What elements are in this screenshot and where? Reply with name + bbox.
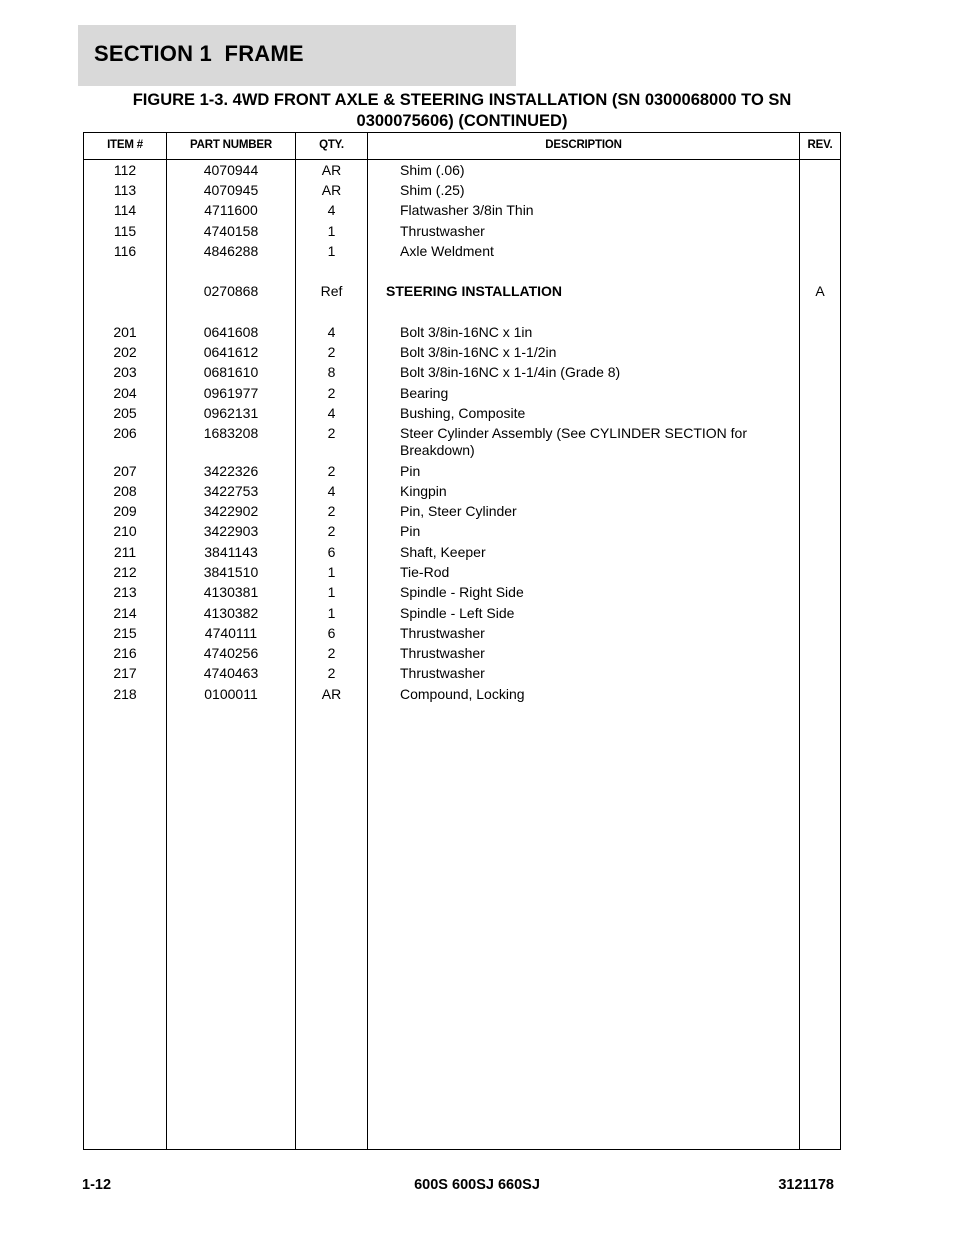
cell-qty: 2 bbox=[327, 503, 336, 519]
cell-qty: 2 bbox=[327, 645, 336, 661]
cell-qty: 6 bbox=[327, 544, 336, 560]
cell-desc: Pin bbox=[400, 463, 421, 479]
cell-item: 210 bbox=[113, 523, 137, 539]
cell-desc: Bushing, Composite bbox=[400, 405, 526, 421]
cell-part: 4740463 bbox=[203, 665, 259, 681]
cell-desc: Bearing bbox=[400, 385, 449, 401]
cell-item: 208 bbox=[113, 483, 137, 499]
cell-desc: Bolt 3/8in-16NC x 1-1/4in (Grade 8) bbox=[400, 364, 621, 380]
cell-desc: Spindle - Left Side bbox=[400, 605, 515, 621]
cell-item: 202 bbox=[113, 344, 137, 360]
cell-part: 0641608 bbox=[203, 324, 259, 340]
cell-desc: Shaft, Keeper bbox=[400, 544, 486, 560]
cell-part: 3422326 bbox=[203, 463, 259, 479]
cell-item: 204 bbox=[113, 385, 137, 401]
cell-qty: 2 bbox=[327, 463, 336, 479]
cell-part: 4070944 bbox=[203, 162, 259, 178]
header-divider bbox=[84, 159, 840, 160]
cell-item: 209 bbox=[113, 503, 137, 519]
cell-part: 4130381 bbox=[203, 584, 259, 600]
cell-qty: 8 bbox=[327, 364, 336, 380]
column-divider bbox=[367, 133, 368, 1149]
cell-part: 4846288 bbox=[203, 243, 259, 259]
cell-qty: 2 bbox=[327, 665, 336, 681]
header-part-number: PART NUMBER bbox=[190, 139, 272, 151]
header-rev: REV. bbox=[807, 139, 833, 151]
cell-item: 116 bbox=[113, 243, 137, 259]
cell-part: 3422753 bbox=[203, 483, 259, 499]
cell-item: 218 bbox=[113, 686, 137, 702]
cell-qty: 4 bbox=[327, 324, 336, 340]
cell-part: 1683208 bbox=[203, 425, 259, 441]
cell-qty: AR bbox=[321, 182, 342, 198]
cell-part: 4740158 bbox=[203, 223, 259, 239]
parts-table bbox=[83, 132, 841, 1150]
cell-item: 205 bbox=[113, 405, 137, 421]
cell-item: 212 bbox=[113, 564, 137, 580]
cell-qty: 1 bbox=[327, 605, 336, 621]
cell-qty: 2 bbox=[327, 344, 336, 360]
header-qty: QTY. bbox=[319, 139, 344, 151]
cell-qty: 1 bbox=[327, 243, 336, 259]
cell-desc: Pin, Steer Cylinder bbox=[400, 503, 517, 519]
cell-desc: Compound, Locking bbox=[400, 686, 525, 702]
cell-item: 114 bbox=[113, 202, 137, 218]
model-names: 600S 600SJ 660SJ bbox=[414, 1177, 540, 1193]
cell-item: 201 bbox=[113, 324, 137, 340]
page-number: 1-12 bbox=[82, 1177, 112, 1193]
cell-qty: AR bbox=[321, 162, 342, 178]
cell-desc: Bolt 3/8in-16NC x 1in bbox=[400, 324, 533, 340]
cell-desc: Thrustwasher bbox=[400, 223, 485, 239]
cell-item: 213 bbox=[113, 584, 137, 600]
cell-part: 0961977 bbox=[203, 385, 259, 401]
cell-qty: 4 bbox=[327, 483, 336, 499]
cell-part: 0641612 bbox=[203, 344, 259, 360]
cell-desc: Spindle - Right Side bbox=[400, 584, 524, 600]
header-item: ITEM # bbox=[107, 139, 143, 151]
cell-part: 4740256 bbox=[203, 645, 259, 661]
cell-desc: Thrustwasher bbox=[400, 665, 485, 681]
cell-desc: Thrustwasher bbox=[400, 645, 485, 661]
cell-desc: Flatwasher 3/8in Thin bbox=[400, 202, 534, 218]
cell-part: 0270868 bbox=[203, 283, 259, 299]
cell-item: 215 bbox=[113, 625, 137, 641]
cell-qty: 2 bbox=[327, 385, 336, 401]
cell-qty: 4 bbox=[327, 202, 336, 218]
cell-desc: STEERING INSTALLATION bbox=[386, 283, 563, 299]
figure-title: FIGURE 1-3. 4WD FRONT AXLE & STEERING INSTALLATION (SN 0300068000 TO SN 0300075606) (CONTINUED) bbox=[132, 91, 792, 130]
cell-item: 115 bbox=[113, 223, 137, 239]
header-description: DESCRIPTION bbox=[545, 139, 622, 151]
cell-desc: Kingpin bbox=[400, 483, 447, 499]
cell-desc: Shim (.25) bbox=[400, 182, 465, 198]
section-title: SECTION 1 FRAME bbox=[94, 41, 304, 66]
cell-part: 4740111 bbox=[204, 625, 258, 641]
cell-part: 3841510 bbox=[203, 564, 259, 580]
cell-item: 211 bbox=[113, 544, 137, 560]
cell-part: 3422902 bbox=[203, 503, 259, 519]
cell-part: 0681610 bbox=[203, 364, 259, 380]
cell-qty: 6 bbox=[327, 625, 336, 641]
cell-item: 207 bbox=[113, 463, 137, 479]
cell-part: 3422903 bbox=[203, 523, 259, 539]
cell-qty: 2 bbox=[327, 523, 336, 539]
cell-item: 206 bbox=[113, 425, 137, 441]
cell-qty: Ref bbox=[320, 283, 343, 299]
cell-item: 112 bbox=[113, 162, 137, 178]
cell-desc: Tie-Rod bbox=[400, 564, 450, 580]
cell-item: 216 bbox=[113, 645, 137, 661]
cell-qty: 1 bbox=[327, 223, 336, 239]
cell-qty: 1 bbox=[327, 564, 336, 580]
cell-desc: Bolt 3/8in-16NC x 1-1/2in bbox=[400, 344, 557, 360]
cell-item: 214 bbox=[113, 605, 137, 621]
cell-item: 113 bbox=[113, 182, 137, 198]
cell-part: 4130382 bbox=[203, 605, 259, 621]
cell-part: 0962131 bbox=[203, 405, 259, 421]
cell-qty: AR bbox=[321, 686, 342, 702]
cell-qty: 1 bbox=[327, 584, 336, 600]
cell-item: 203 bbox=[113, 364, 137, 380]
cell-desc: Shim (.06) bbox=[400, 162, 465, 178]
cell-desc: Pin bbox=[400, 523, 421, 539]
cell-part: 4711600 bbox=[204, 202, 258, 218]
cell-item: 217 bbox=[113, 665, 137, 681]
document-number: 3121178 bbox=[778, 1177, 834, 1193]
cell-rev: A bbox=[815, 283, 825, 299]
cell-part: 4070945 bbox=[203, 182, 259, 198]
cell-part: 0100011 bbox=[204, 686, 258, 702]
cell-qty: 4 bbox=[327, 405, 336, 421]
cell-qty: 2 bbox=[327, 425, 336, 441]
cell-part: 3841143 bbox=[204, 544, 258, 560]
cell-desc: Axle Weldment bbox=[400, 243, 494, 259]
cell-desc: Thrustwasher bbox=[400, 625, 485, 641]
cell-desc: Steer Cylinder Assembly (See CYLINDER SECTION for Breakdown) bbox=[400, 425, 747, 458]
